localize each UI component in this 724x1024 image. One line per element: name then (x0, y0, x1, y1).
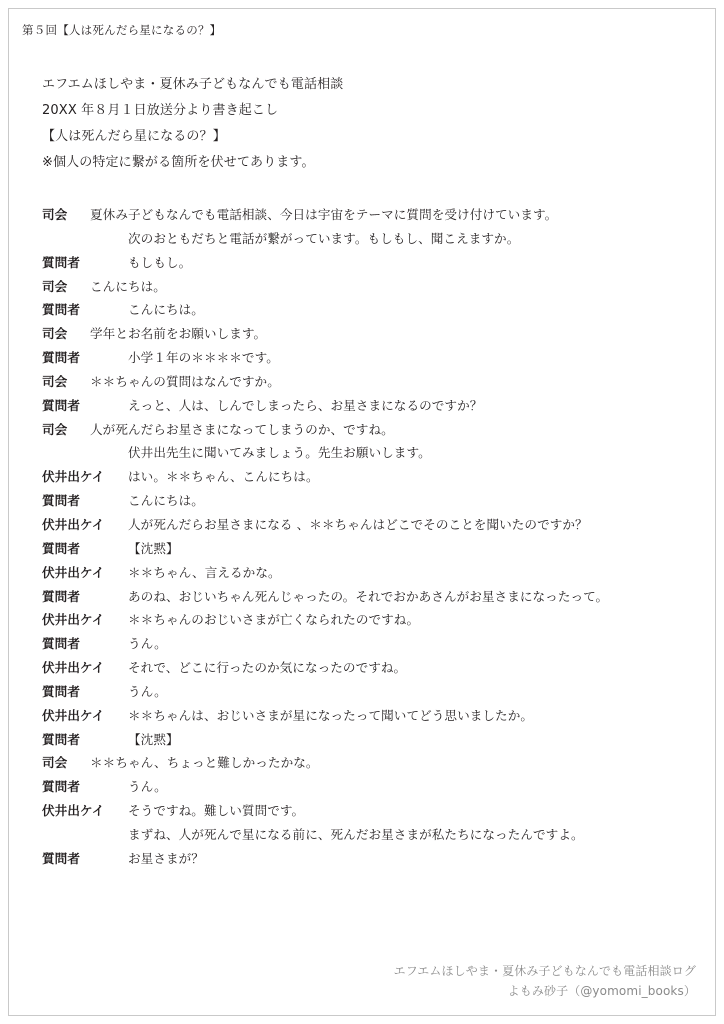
dialogue-line (42, 299, 698, 321)
speaker-label: 伏井出ケイ (42, 564, 105, 580)
dialogue-line (42, 776, 698, 798)
intro-line-3: 【人は死んだら星になるの？】 (42, 129, 226, 144)
dialogue-line (42, 848, 698, 870)
utterance-text: ＊＊ちゃん、ちょっと難しかったかな。 (90, 755, 319, 771)
utterance-text: うん。 (128, 636, 167, 652)
utterance-text: はい。＊＊ちゃん、こんにちは。 (128, 469, 319, 485)
speaker-label: 司会 (42, 207, 68, 222)
dialogue-line (42, 466, 698, 488)
speaker-label: 質問者 (42, 779, 80, 795)
utterance-text: まずね、人が死んで星になる前に、死んだお星さまが私たちになったんですよ。 (128, 826, 584, 842)
footer-line-2: よもみ砂子（@yomomi_books） (507, 984, 696, 999)
speaker-label: 司会 (42, 278, 68, 294)
dialogue-transcript (42, 204, 698, 872)
intro-line-4: ※個人の特定に繋がる箇所を伏せてあります。 (42, 155, 315, 170)
dialogue-line (42, 276, 698, 298)
speaker-label: 質問者 (42, 636, 80, 652)
speaker-label: 質問者 (42, 397, 80, 413)
utterance-text: ＊＊ちゃん、言えるかな。 (128, 564, 281, 580)
utterance-text: あのね、おじいちゃん死んじゃったの。それでおかあさんがお星さまになったって。 (128, 588, 609, 604)
speaker-label: 伏井出ケイ (42, 707, 105, 723)
utterance-text: もしもし。 (128, 254, 192, 270)
utterance-text: うん。 (128, 683, 167, 699)
speaker-label: 伏井出ケイ (42, 469, 105, 485)
utterance-text: こんにちは。 (90, 278, 166, 294)
dialogue-line (42, 609, 698, 631)
utterance-text: ＊＊ちゃんは、おじいさまが星になったって聞いてどう思いましたか。 (128, 707, 534, 723)
intro-line-1: エフエムほしやま・夏休み子どもなんでも電話相談 (42, 77, 344, 92)
dialogue-continuation (42, 442, 698, 464)
utterance-text: こんにちは。 (128, 493, 204, 509)
page-header (22, 22, 702, 38)
speaker-label: 質問者 (42, 731, 80, 747)
speaker-label: 質問者 (42, 850, 80, 866)
utterance-text: お星さまが？ (128, 850, 204, 866)
speaker-label: 質問者 (42, 588, 80, 604)
dialogue-line (42, 800, 698, 822)
speaker-label: 伏井出ケイ (42, 612, 105, 628)
dialogue-line (42, 705, 698, 727)
utterance-text: うん。 (128, 779, 167, 795)
dialogue-line (42, 538, 698, 560)
speaker-label: 司会 (42, 373, 68, 389)
utterance-text: それで、どこに行ったのか気になったのですね。 (128, 660, 407, 676)
speaker-label: 伏井出ケイ (42, 660, 105, 676)
header-title: 第５回【人は死んだら星になるの？】 (22, 23, 222, 37)
dialogue-continuation (42, 228, 698, 250)
dialogue-line (42, 514, 698, 536)
utterance-text: 人が死んだらお星さまになってしまうのか、ですね。 (90, 421, 394, 437)
dialogue-line (42, 657, 698, 679)
dialogue-line (42, 633, 698, 655)
dialogue-line (42, 347, 698, 369)
utterance-text: 学年とお名前をお願いします。 (90, 326, 267, 342)
speaker-label: 司会 (42, 755, 68, 771)
speaker-label: 質問者 (42, 302, 80, 318)
utterance-text: 【沈黙】 (128, 731, 179, 747)
dialogue-continuation (42, 824, 698, 846)
utterance-text: そうですね。難しい質問です。 (128, 803, 305, 819)
intro-block (42, 72, 684, 176)
page-footer (394, 962, 696, 1002)
dialogue-line (42, 729, 698, 751)
speaker-label: 伏井出ケイ (42, 516, 105, 532)
dialogue-line (42, 586, 698, 608)
utterance-text: 【沈黙】 (128, 540, 179, 556)
dialogue-line (42, 490, 698, 512)
speaker-label: 質問者 (42, 493, 80, 509)
dialogue-line (42, 323, 698, 345)
utterance-text: 人が死んだらお星さまになる 、＊＊ちゃんはどこでそのことを聞いたのですか？ (128, 516, 588, 532)
dialogue-line (42, 371, 698, 393)
dialogue-line (42, 681, 698, 703)
utterance-text: えっと、人は、しんでしまったら、お星さまになるのですか？ (128, 397, 483, 413)
speaker-label: 伏井出ケイ (42, 803, 105, 819)
utterance-text: ＊＊ちゃんのおじいさまが亡くなられたのですね。 (128, 612, 420, 628)
dialogue-line (42, 204, 698, 226)
dialogue-line (42, 419, 698, 441)
dialogue-line (42, 395, 698, 417)
dialogue-line (42, 752, 698, 774)
speaker-label: 質問者 (42, 350, 80, 366)
speaker-label: 質問者 (42, 254, 80, 270)
footer-line-1: エフエムほしやま・夏休み子どもなんでも電話相談ログ (393, 964, 696, 979)
utterance-text: 夏休み子どもなんでも電話相談、今日は宇宙をテーマに質問を受け付けています。 (90, 207, 558, 222)
speaker-label: 司会 (42, 326, 68, 342)
utterance-text: 次のおともだちと電話が繋がっています。もしもし、聞こえますか。 (128, 230, 520, 246)
utterance-text: こんにちは。 (128, 302, 204, 318)
utterance-text: 伏井出先生に聞いてみましょう。先生お願いします。 (128, 445, 431, 461)
speaker-label: 司会 (42, 421, 68, 437)
utterance-text: 小学１年の＊＊＊＊です。 (128, 350, 279, 366)
dialogue-line (42, 252, 698, 274)
speaker-label: 質問者 (42, 683, 80, 699)
intro-line-2: 20XX 年８月１日放送分より書き起こし (42, 103, 279, 118)
utterance-text: ＊＊ちゃんの質問はなんですか。 (90, 373, 280, 389)
dialogue-line (42, 562, 698, 584)
speaker-label: 質問者 (42, 540, 80, 556)
